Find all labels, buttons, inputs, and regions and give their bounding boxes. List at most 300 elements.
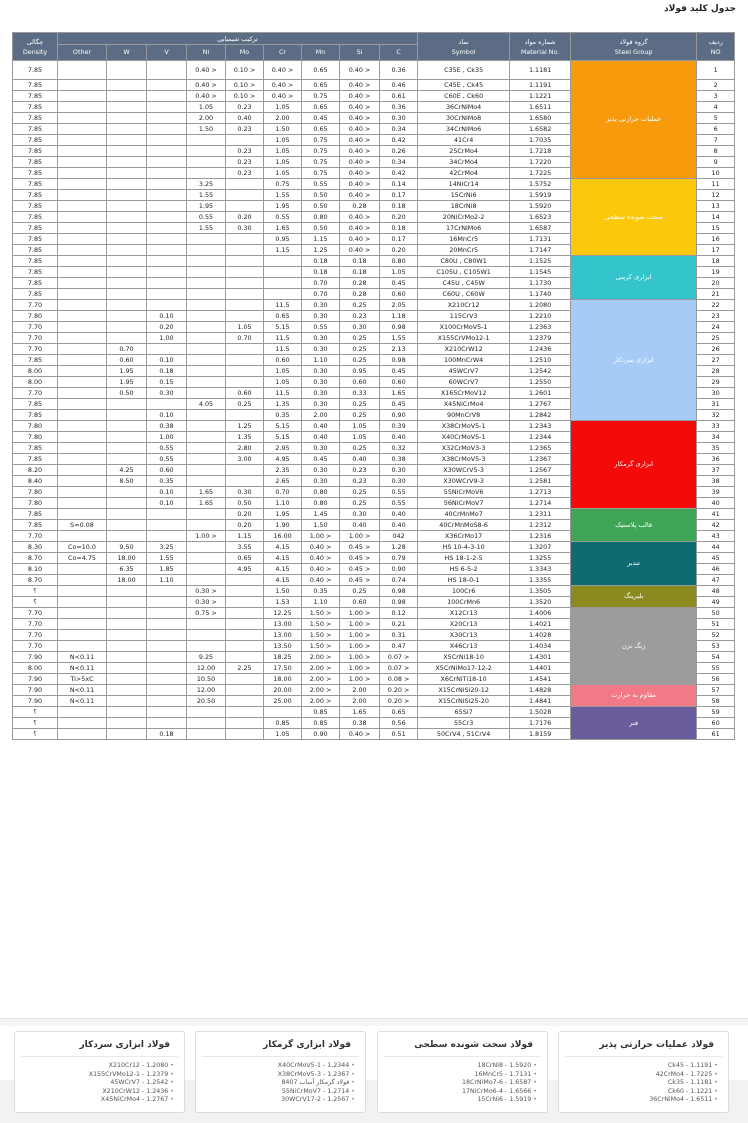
other-cell bbox=[58, 366, 107, 377]
v-cell bbox=[147, 223, 187, 234]
si-cell: 0.40 > bbox=[340, 190, 380, 201]
card-item[interactable]: Ck45 - 1.1191 • bbox=[559, 1062, 718, 1071]
row-number-cell: 40 bbox=[697, 498, 735, 509]
steel-group-cell: ابزاری کربنی bbox=[571, 256, 697, 300]
symbol-cell: 100MnCrW4 bbox=[418, 355, 510, 366]
mn-cell: 1.10 bbox=[302, 597, 340, 608]
card-title: فولاد عملیات حرارتی پذیر bbox=[565, 1032, 722, 1057]
density-cell: 8.00 bbox=[13, 377, 58, 388]
density-cell: 7.85 bbox=[13, 410, 58, 421]
c-header: C bbox=[380, 45, 418, 61]
card-title: فولاد ابزاری سردکار bbox=[21, 1032, 178, 1057]
other-cell bbox=[58, 575, 107, 586]
steel-group-cell: قالب پلاستیک bbox=[571, 509, 697, 542]
row-number-cell: 33 bbox=[697, 421, 735, 432]
mn-cell: 0.65 bbox=[302, 61, 340, 80]
row-number-cell: 45 bbox=[697, 553, 735, 564]
cr-cell: 18.25 bbox=[264, 652, 302, 663]
ni-cell: 1.50 bbox=[187, 124, 226, 135]
table-row bbox=[13, 542, 735, 553]
material-no-cell: 1.7131 bbox=[510, 234, 571, 245]
other-cell bbox=[58, 707, 107, 718]
material-no-cell: 1.7176 bbox=[510, 718, 571, 729]
c-cell: 0.65 bbox=[380, 707, 418, 718]
card-item[interactable]: 15CrNi6 - 1.5919 • bbox=[378, 1096, 537, 1105]
w-cell bbox=[107, 223, 147, 234]
density-cell: 7.80 bbox=[13, 421, 58, 432]
w-cell: 1.95 bbox=[107, 377, 147, 388]
ni-cell bbox=[187, 707, 226, 718]
row-number-cell: 52 bbox=[697, 630, 735, 641]
c-cell: 0.18 bbox=[380, 223, 418, 234]
ni-cell bbox=[187, 267, 226, 278]
v-cell bbox=[147, 619, 187, 630]
mn-cell: 0.50 bbox=[302, 201, 340, 212]
density-cell: 7.70 bbox=[13, 388, 58, 399]
other-cell bbox=[58, 454, 107, 465]
card-item[interactable]: 42CrMo4 - 1.7225 • bbox=[559, 1071, 718, 1080]
c-cell: 0.74 bbox=[380, 575, 418, 586]
si-cell: 0.40 > bbox=[340, 223, 380, 234]
card-item[interactable]: 30WCrV17-2 - 1.2567 • bbox=[196, 1096, 355, 1105]
c-cell: 2.13 bbox=[380, 344, 418, 355]
v-cell bbox=[147, 652, 187, 663]
cr-cell: 5.15 bbox=[264, 421, 302, 432]
row-number-cell: 58 bbox=[697, 696, 735, 707]
mn-cell: 0.40 bbox=[302, 432, 340, 443]
steel-group-cell: ابزاری سردکار bbox=[571, 300, 697, 421]
other-cell bbox=[58, 388, 107, 399]
mn-cell: 0.65 bbox=[302, 80, 340, 91]
density-header bbox=[13, 33, 58, 61]
density-cell: 7.90 bbox=[13, 674, 58, 685]
mn-cell: 2.00 > bbox=[302, 674, 340, 685]
material-no-cell: 1.5752 bbox=[510, 179, 571, 190]
material-no-cell: 1.4401 bbox=[510, 663, 571, 674]
material-no-cell: 1.5920 bbox=[510, 201, 571, 212]
card-item[interactable]: 36CrNiMo4 - 1.6511 • bbox=[559, 1096, 718, 1105]
material-no-cell: 1.1730 bbox=[510, 278, 571, 289]
card-item[interactable]: X38CrMoV5-3 - 1.2367 • bbox=[196, 1071, 355, 1080]
card-item[interactable]: X155CrVMo12-1 - 1.2379 • bbox=[15, 1071, 174, 1080]
w-cell: 4.25 bbox=[107, 465, 147, 476]
symbol-cell: 36CrNiMo4 bbox=[418, 102, 510, 113]
other-cell bbox=[58, 91, 107, 102]
row-number-cell: 23 bbox=[697, 311, 735, 322]
density-cell: 7.85 bbox=[13, 102, 58, 113]
cr-cell: 0.95 bbox=[264, 234, 302, 245]
table-row bbox=[13, 608, 735, 619]
mo-cell bbox=[226, 267, 264, 278]
c-cell: 2.05 bbox=[380, 300, 418, 311]
mn-cell: 2.00 > bbox=[302, 696, 340, 707]
density-cell: 7.85 bbox=[13, 267, 58, 278]
material-no-cell: 1.2210 bbox=[510, 311, 571, 322]
row-number-cell: 12 bbox=[697, 190, 735, 201]
other-cell: Ti>5xC bbox=[58, 674, 107, 685]
si-cell: 0.25 bbox=[340, 355, 380, 366]
w-cell: 9.50 bbox=[107, 542, 147, 553]
v-cell: 0.10 bbox=[147, 487, 187, 498]
density-cell: ؟ bbox=[13, 729, 58, 740]
mo-cell bbox=[226, 476, 264, 487]
card-item[interactable]: 45WCrV7 - 1.2542 • bbox=[15, 1079, 174, 1088]
w-cell bbox=[107, 91, 147, 102]
card-item[interactable]: X40CrMoV5-1 - 1.2344 • bbox=[196, 1062, 355, 1071]
v-cell bbox=[147, 718, 187, 729]
v-cell bbox=[147, 179, 187, 190]
material-no-cell: 1.1740 bbox=[510, 289, 571, 300]
cr-cell: 0.75 bbox=[264, 179, 302, 190]
w-cell bbox=[107, 399, 147, 410]
density-cell: 7.70 bbox=[13, 344, 58, 355]
other-cell: S=0.08 bbox=[58, 520, 107, 531]
material-no-cell: 1.3343 bbox=[510, 564, 571, 575]
c-cell: 0.31 bbox=[380, 630, 418, 641]
cr-cell: 13.00 bbox=[264, 630, 302, 641]
density-cell: 7.70 bbox=[13, 531, 58, 542]
material-no-cell: 1.2311 bbox=[510, 509, 571, 520]
symbol-cell: C60E , Ck60 bbox=[418, 91, 510, 102]
cr-cell: 0.40 > bbox=[264, 91, 302, 102]
material-no-cell: 1.1221 bbox=[510, 91, 571, 102]
row-number-cell: 30 bbox=[697, 388, 735, 399]
density-cell: 7.85 bbox=[13, 520, 58, 531]
si-cell: 0.25 bbox=[340, 586, 380, 597]
si-cell: 0.40 > bbox=[340, 212, 380, 223]
material-no-cell: 1.1525 bbox=[510, 256, 571, 267]
w-header: W bbox=[107, 45, 147, 61]
ni-cell: 1.65 bbox=[187, 487, 226, 498]
mo-cell bbox=[226, 575, 264, 586]
material-no-cell: 1.2510 bbox=[510, 355, 571, 366]
cr-cell: 4.95 bbox=[264, 454, 302, 465]
card-cold-work bbox=[14, 1031, 185, 1113]
w-cell bbox=[107, 608, 147, 619]
c-cell: 0.36 bbox=[380, 102, 418, 113]
w-cell: 18.00 bbox=[107, 575, 147, 586]
card-item[interactable]: X210CrW12 - 1.2436 • bbox=[15, 1088, 174, 1097]
density-cell: 7.85 bbox=[13, 223, 58, 234]
material-no-cell: 1.2344 bbox=[510, 432, 571, 443]
si-cell: 0.23 bbox=[340, 311, 380, 322]
c-cell: 0.34 bbox=[380, 124, 418, 135]
w-cell bbox=[107, 201, 147, 212]
card-item[interactable]: Ck60 - 1.1221 • bbox=[559, 1088, 718, 1097]
mn-cell: 0.30 bbox=[302, 399, 340, 410]
card-item[interactable]: 18CrNi8 - 1.5920 • bbox=[378, 1062, 537, 1071]
v-cell bbox=[147, 344, 187, 355]
cr-cell: 17.50 bbox=[264, 663, 302, 674]
cr-cell: 11.5 bbox=[264, 333, 302, 344]
c-cell: 0.45 bbox=[380, 399, 418, 410]
symbol-cell: 100Cr6 bbox=[418, 586, 510, 597]
mo-cell: 2.25 bbox=[226, 663, 264, 674]
mo-cell: 0.25 bbox=[226, 399, 264, 410]
material-no-cell: 1.6511 bbox=[510, 102, 571, 113]
v-cell: 0.55 bbox=[147, 443, 187, 454]
material-no-cell: 1.4541 bbox=[510, 674, 571, 685]
row-number-cell: 50 bbox=[697, 608, 735, 619]
material-no-cell: 1.1545 bbox=[510, 267, 571, 278]
c-cell: 0.80 bbox=[380, 256, 418, 267]
v-cell: 0.30 bbox=[147, 388, 187, 399]
v-cell bbox=[147, 212, 187, 223]
w-cell bbox=[107, 509, 147, 520]
density-cell: 7.85 bbox=[13, 190, 58, 201]
other-cell bbox=[58, 102, 107, 113]
card-item[interactable]: 16MnCr5 - 1.7131 • bbox=[378, 1071, 537, 1080]
si-cell: 0.40 > bbox=[340, 80, 380, 91]
card-item[interactable]: 17NiCrMo6-4 - 1.6566 • bbox=[378, 1088, 537, 1097]
other-cell bbox=[58, 135, 107, 146]
si-cell: 0.25 bbox=[340, 344, 380, 355]
other-cell: N<0.11 bbox=[58, 696, 107, 707]
si-cell: 0.40 > bbox=[340, 61, 380, 80]
mn-cell: 0.75 bbox=[302, 146, 340, 157]
steel-group-header-fa: گروه فولاد bbox=[619, 37, 648, 46]
card-item[interactable]: Ck35 - 1.1181 • bbox=[559, 1079, 718, 1088]
v-cell bbox=[147, 597, 187, 608]
density-cell: 7.85 bbox=[13, 91, 58, 102]
c-cell: 0.42 bbox=[380, 135, 418, 146]
material-no-cell: 1.7225 bbox=[510, 168, 571, 179]
other-cell bbox=[58, 278, 107, 289]
material-no-cell: 1.3520 bbox=[510, 597, 571, 608]
mo-cell: 4.95 bbox=[226, 564, 264, 575]
material-no-cell: 1.3355 bbox=[510, 575, 571, 586]
ni-cell bbox=[187, 630, 226, 641]
steel-key-table bbox=[12, 32, 735, 740]
material-no-cell: 1.2343 bbox=[510, 421, 571, 432]
w-cell bbox=[107, 520, 147, 531]
other-cell bbox=[58, 322, 107, 333]
mn-cell: 0.65 bbox=[302, 102, 340, 113]
other-cell bbox=[58, 487, 107, 498]
symbol-cell: X5CrNi18-10 bbox=[418, 652, 510, 663]
symbol-cell: 18CrNi8 bbox=[418, 201, 510, 212]
cr-cell: 2.65 bbox=[264, 476, 302, 487]
density-cell: 7.70 bbox=[13, 608, 58, 619]
symbol-cell: 45WCrV7 bbox=[418, 366, 510, 377]
c-cell: 0.60 bbox=[380, 377, 418, 388]
steel-group-header-en: Steel Group bbox=[614, 47, 653, 56]
other-cell bbox=[58, 421, 107, 432]
card-item[interactable]: 55NiCrMoV7 - 1.2714 • bbox=[196, 1088, 355, 1097]
si-cell: 2.00 bbox=[340, 696, 380, 707]
other-cell bbox=[58, 465, 107, 476]
symbol-cell: 16MnCr5 bbox=[418, 234, 510, 245]
cr-cell: 11.5 bbox=[264, 344, 302, 355]
v-cell bbox=[147, 201, 187, 212]
mo-cell: 3.55 bbox=[226, 542, 264, 553]
other-cell bbox=[58, 531, 107, 542]
ni-cell bbox=[187, 729, 226, 740]
row-number-cell: 35 bbox=[697, 443, 735, 454]
page-title: جدول کلید فولاد bbox=[664, 4, 736, 14]
w-cell bbox=[107, 641, 147, 652]
material-no-cell: 1.7218 bbox=[510, 146, 571, 157]
cr-cell: 1.15 bbox=[264, 245, 302, 256]
row-number-cell: 18 bbox=[697, 256, 735, 267]
symbol-cell: X38CrMoV5-1 bbox=[418, 421, 510, 432]
w-cell bbox=[107, 278, 147, 289]
density-cell: 7.80 bbox=[13, 432, 58, 443]
si-cell: 0.30 bbox=[340, 509, 380, 520]
steel-table-body bbox=[13, 61, 735, 740]
c-cell: 0.40 bbox=[380, 520, 418, 531]
v-cell: 0.55 bbox=[147, 454, 187, 465]
si-cell: 1.00 > bbox=[340, 674, 380, 685]
row-number-header-fa: ردیف bbox=[708, 37, 723, 46]
mo-cell: 0.65 bbox=[226, 553, 264, 564]
c-cell: 0.17 bbox=[380, 234, 418, 245]
symbol-header-en: Symbol bbox=[451, 47, 476, 56]
v-cell: 1.00 bbox=[147, 432, 187, 443]
material-no-cell: 1.2312 bbox=[510, 520, 571, 531]
other-cell bbox=[58, 344, 107, 355]
mn-cell: 0.40 > bbox=[302, 564, 340, 575]
v-cell: 0.10 bbox=[147, 498, 187, 509]
ni-cell bbox=[187, 564, 226, 575]
mo-cell bbox=[226, 245, 264, 256]
row-number-cell: 36 bbox=[697, 454, 735, 465]
density-cell: 7.90 bbox=[13, 652, 58, 663]
other-cell: Co=4.75 bbox=[58, 553, 107, 564]
row-number-cell: 42 bbox=[697, 520, 735, 531]
cr-cell: 5.15 bbox=[264, 432, 302, 443]
si-cell: 1.65 bbox=[340, 707, 380, 718]
mo-cell: 0.20 bbox=[226, 509, 264, 520]
material-no-cell: 1.1191 bbox=[510, 80, 571, 91]
si-cell: 0.28 bbox=[340, 289, 380, 300]
v-cell bbox=[147, 113, 187, 124]
c-cell: 0.42 bbox=[380, 168, 418, 179]
si-cell: 0.40 bbox=[340, 520, 380, 531]
cr-cell: 1.95 bbox=[264, 509, 302, 520]
ni-cell bbox=[187, 311, 226, 322]
si-cell: 0.28 bbox=[340, 201, 380, 212]
card-title: فولاد سخت شونده سطحی bbox=[384, 1032, 541, 1057]
other-cell bbox=[58, 355, 107, 366]
cr-cell: 4.15 bbox=[264, 542, 302, 553]
w-cell: 0.50 bbox=[107, 388, 147, 399]
symbol-cell: X210CrW12 bbox=[418, 344, 510, 355]
mn-cell: 0.40 > bbox=[302, 553, 340, 564]
c-cell: 0.40 bbox=[380, 432, 418, 443]
row-number-cell: 53 bbox=[697, 641, 735, 652]
other-cell bbox=[58, 124, 107, 135]
symbol-cell: X46Cr13 bbox=[418, 641, 510, 652]
si-cell: 0.25 bbox=[340, 498, 380, 509]
symbol-cell: C45E , Ck45 bbox=[418, 80, 510, 91]
other-cell bbox=[58, 300, 107, 311]
v-cell bbox=[147, 190, 187, 201]
row-number-cell: 55 bbox=[697, 663, 735, 674]
v-cell bbox=[147, 586, 187, 597]
density-cell: 8.00 bbox=[13, 366, 58, 377]
ni-cell: 0.30 > bbox=[187, 597, 226, 608]
density-cell: 8.40 bbox=[13, 476, 58, 487]
si-cell: 1.00 > bbox=[340, 630, 380, 641]
c-cell: 0.55 bbox=[380, 498, 418, 509]
table-row bbox=[13, 421, 735, 432]
card-item[interactable]: فولاد گرمکار آساب 8407 • bbox=[196, 1079, 355, 1088]
w-cell: 0.70 bbox=[107, 344, 147, 355]
mn-cell: 1.45 bbox=[302, 509, 340, 520]
mo-cell bbox=[226, 685, 264, 696]
card-item[interactable]: X210Cr12 - 1.2080 • bbox=[15, 1062, 174, 1071]
row-number-cell: 27 bbox=[697, 355, 735, 366]
other-cell bbox=[58, 223, 107, 234]
card-item[interactable]: X45NiCrMo4 - 1.2767 • bbox=[15, 1096, 174, 1105]
mo-cell bbox=[226, 718, 264, 729]
w-cell bbox=[107, 663, 147, 674]
row-number-cell: 20 bbox=[697, 278, 735, 289]
symbol-cell: X155CrVMo12-1 bbox=[418, 333, 510, 344]
row-number-cell: 60 bbox=[697, 718, 735, 729]
other-cell: N<0.11 bbox=[58, 663, 107, 674]
card-item[interactable]: 18CrNiMo7-6 - 1.6587 • bbox=[378, 1079, 537, 1088]
material-no-cell: 1.7035 bbox=[510, 135, 571, 146]
mn-cell: 1.50 > bbox=[302, 619, 340, 630]
ni-cell bbox=[187, 300, 226, 311]
symbol-cell: 56NiCrMoV7 bbox=[418, 498, 510, 509]
cr-cell: 4.15 bbox=[264, 575, 302, 586]
mn-cell: 2.00 > bbox=[302, 652, 340, 663]
w-cell bbox=[107, 113, 147, 124]
v-cell bbox=[147, 630, 187, 641]
symbol-cell: 25CrMo4 bbox=[418, 146, 510, 157]
si-cell: 0.45 > bbox=[340, 575, 380, 586]
v-cell: 0.20 bbox=[147, 322, 187, 333]
si-cell: 0.33 bbox=[340, 388, 380, 399]
mn-cell: 0.40 > bbox=[302, 542, 340, 553]
cr-cell: 20.00 bbox=[264, 685, 302, 696]
row-number-cell: 49 bbox=[697, 597, 735, 608]
mn-cell: 0.80 bbox=[302, 498, 340, 509]
other-cell bbox=[58, 245, 107, 256]
w-cell bbox=[107, 146, 147, 157]
w-cell bbox=[107, 685, 147, 696]
v-cell bbox=[147, 399, 187, 410]
v-cell: 1.10 bbox=[147, 575, 187, 586]
symbol-cell: 34CrMo4 bbox=[418, 157, 510, 168]
symbol-cell: X5CrNiMo17-12-2 bbox=[418, 663, 510, 674]
material-no-cell: 1.6580 bbox=[510, 113, 571, 124]
row-number-cell: 6 bbox=[697, 124, 735, 135]
mo-cell bbox=[226, 619, 264, 630]
symbol-cell: 42CrMo4 bbox=[418, 168, 510, 179]
v-cell bbox=[147, 146, 187, 157]
cr-cell: 16.00 bbox=[264, 531, 302, 542]
cr-cell: 0.70 bbox=[264, 487, 302, 498]
cr-cell: 1.05 bbox=[264, 377, 302, 388]
density-cell: 7.90 bbox=[13, 685, 58, 696]
other-cell bbox=[58, 168, 107, 179]
symbol-cell: HS 6-5-2 bbox=[418, 564, 510, 575]
mn-cell: 0.30 bbox=[302, 377, 340, 388]
mo-cell bbox=[226, 344, 264, 355]
mo-cell bbox=[226, 201, 264, 212]
si-cell: 0.40 > bbox=[340, 146, 380, 157]
mn-cell: 2.00 bbox=[302, 410, 340, 421]
c-cell: 0.34 bbox=[380, 157, 418, 168]
v-header: V bbox=[147, 45, 187, 61]
other-cell bbox=[58, 333, 107, 344]
row-number-cell: 48 bbox=[697, 586, 735, 597]
c-cell: 0.40 bbox=[380, 509, 418, 520]
